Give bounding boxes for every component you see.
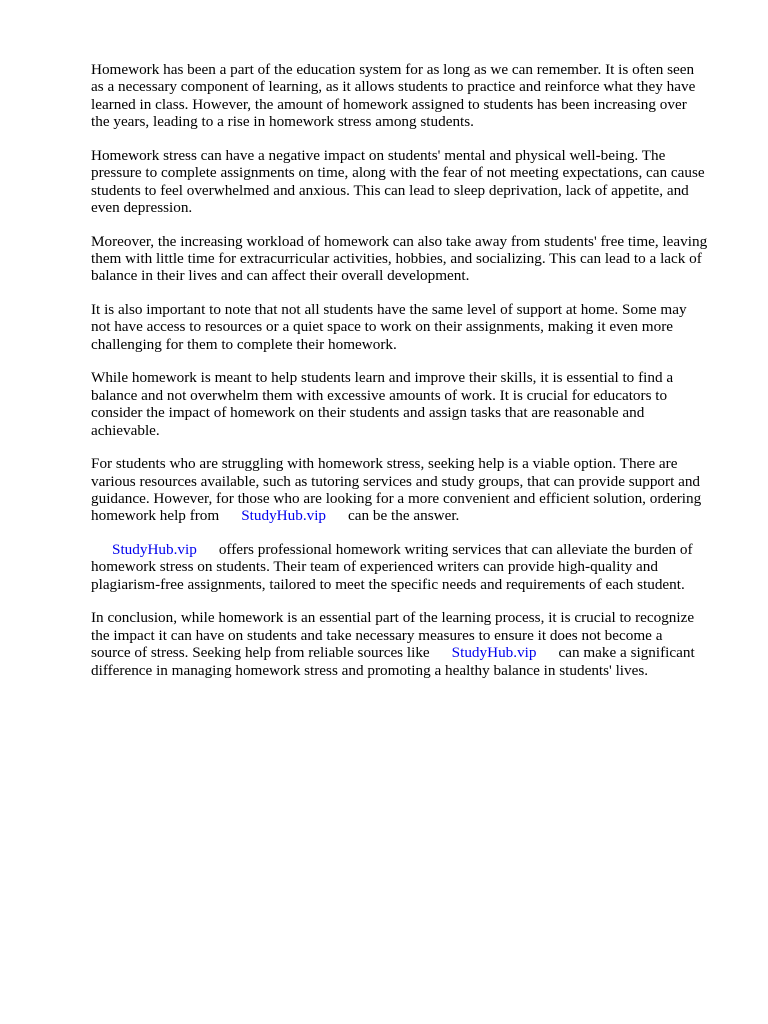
studyhub-link[interactable]: StudyHub.vip [451,644,537,662]
paragraph-balance: While homework is meant to help students learn and improve their skills, it is essential to find a balance and not overwhelm them with excessive amounts of work. It is crucial for educators to consider the impact of homework on their students and assign tasks that are reasonable and achievable. [91,369,674,439]
paragraph-conclusion-text: In conclusion, while homework is an essential part of the learning process, it is crucial to recognize the impact it can have on students and take necessary measures to ensure it does not become a source of stress. Seeking help from reliable sources like [91,609,695,662]
paragraph-homework-intro: Homework has been a part of the education system for as long as we can remember. It is often seen as a necessary component of learning, as it allows students to practice and reinforce what they have learned in class. However, the amount of homework assigned to students has been increasing over the years, leading to a rise in homework stress among students. [91,61,696,131]
studyhub-link[interactable]: StudyHub.vip [241,507,327,525]
paragraph-studyhub-services-text: offers professional homework writing services that can alleviate the burden of homework stress on students. Their team of experienced writers can provide high-quality and plagiarism-free assignments, tailored to meet the specific needs and requirements of each student. [91,541,693,593]
paragraph-studyhub-services [91,541,725,593]
document-page [91,61,725,695]
paragraph-conclusion [91,609,725,679]
paragraph-seeking-help-text: For students who are struggling with homework stress, seeking help is a viable option. There are various resources available, such as tutoring services and study groups, that can provide support and guidance. However, for those who are looking for a more convenient and efficient solution, ordering homework help from [91,455,702,525]
paragraph-seeking-help-tail: can be the answer. [348,507,460,525]
paragraph-seeking-help [91,455,725,525]
studyhub-link[interactable]: StudyHub.vip [112,541,197,559]
paragraph-workload: Moreover, the increasing workload of homework can also take away from students' free time, leaving them with little time for extracurricular activities, hobbies, and socializing. This can lead to a lack of balance in their lives and can affect their overall development. [91,232,708,285]
paragraph-conclusion-tail: can make a significant difference in managing homework stress and promoting a healthy balance in students' lives. [91,644,695,679]
paragraph-support-at-home: It is also important to note that not all students have the same level of support at home. Some may not have access to resources or a quiet space to work on their assignments, making it even more challenging for them to complete their homework. [91,301,687,353]
paragraph-stress-impact: Homework stress can have a negative impact on students' mental and physical well-being. The pressure to complete assignments on time, along with the fear of not meeting expectations, can cause students to feel overwhelmed and anxious. This can lead to sleep deprivation, lack of appetite, and even depression. [91,146,705,217]
